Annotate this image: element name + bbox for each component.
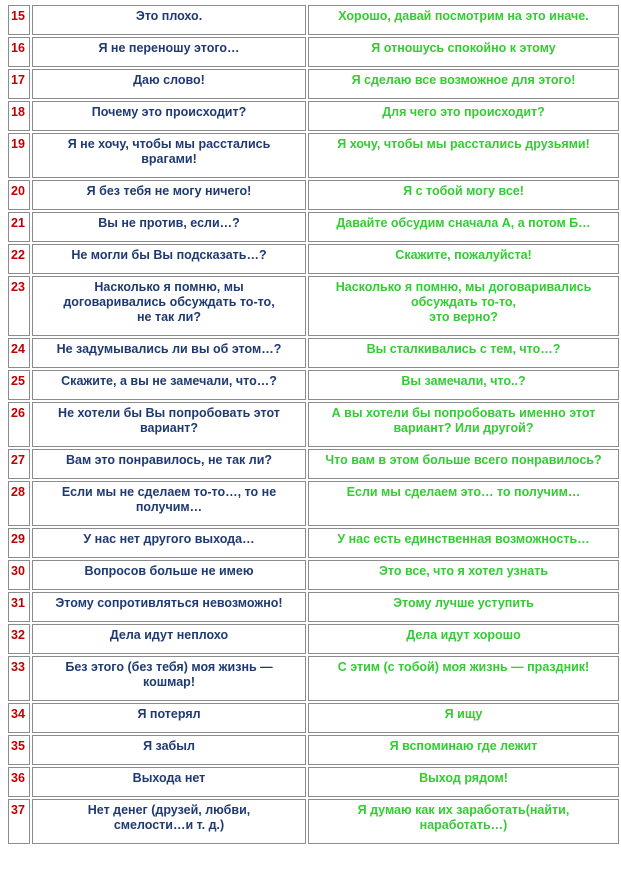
negative-phrase: Я без тебя не могу ничего! [86, 184, 252, 198]
positive-phrase: Я думаю как их заработать(найти, наработать…) [357, 803, 570, 832]
negative-phrase: Этому сопротивляться невозможно! [55, 596, 283, 610]
positive-phrase-cell [308, 528, 619, 558]
negative-phrase: Я потерял [137, 707, 201, 721]
table-row [8, 370, 619, 400]
negative-phrase-cell [32, 244, 306, 274]
negative-phrase: Даю слово! [133, 73, 205, 87]
positive-phrase-cell [308, 5, 619, 35]
positive-phrase-cell [308, 560, 619, 590]
negative-phrase: Я не хочу, чтобы мы расстались врагами! [67, 137, 271, 166]
positive-phrase-cell [308, 767, 619, 797]
row-number: 25 [8, 370, 30, 400]
row-number: 22 [8, 244, 30, 274]
row-number: 30 [8, 560, 30, 590]
positive-phrase-cell [308, 37, 619, 67]
positive-phrase-cell [308, 276, 619, 336]
positive-phrase-cell [308, 703, 619, 733]
negative-phrase-cell [32, 5, 306, 35]
positive-phrase-cell [308, 449, 619, 479]
row-number: 34 [8, 703, 30, 733]
row-number: 19 [8, 133, 30, 178]
row-number: 36 [8, 767, 30, 797]
row-number: 21 [8, 212, 30, 242]
table-row [8, 592, 619, 622]
positive-phrase: Я сделаю все возможное для этого! [351, 73, 576, 87]
positive-phrase: Для чего это происходит? [382, 105, 545, 119]
negative-phrase: Скажите, а вы не замечали, что…? [61, 374, 277, 388]
negative-phrase-cell [32, 735, 306, 765]
row-number: 18 [8, 101, 30, 131]
row-number: 35 [8, 735, 30, 765]
table-row [8, 212, 619, 242]
positive-phrase: У нас есть единственная возможность… [337, 532, 590, 546]
positive-phrase: Выход рядом! [419, 771, 508, 785]
row-number: 17 [8, 69, 30, 99]
positive-phrase-cell [308, 244, 619, 274]
negative-phrase: Я не переношу этого… [98, 41, 240, 55]
negative-phrase-cell [32, 37, 306, 67]
positive-phrase-cell [308, 133, 619, 178]
table-row [8, 767, 619, 797]
table-row [8, 799, 619, 844]
positive-phrase-cell [308, 370, 619, 400]
table-row [8, 101, 619, 131]
negative-phrase: Вы не против, если…? [98, 216, 240, 230]
positive-phrase: Я ищу [444, 707, 483, 721]
negative-phrase: Насколько я помню, мы договаривались обсуждать то-то, не так ли? [63, 280, 275, 324]
negative-phrase: Без этого (без тебя) моя жизнь — кошмар! [65, 660, 273, 689]
row-number: 32 [8, 624, 30, 654]
row-number: 31 [8, 592, 30, 622]
table-row [8, 37, 619, 67]
positive-phrase: А вы хотели бы попробовать именно этот вариант? Или другой? [331, 406, 596, 435]
positive-phrase: Я хочу, чтобы мы расстались друзьями! [337, 137, 590, 151]
positive-phrase: Я с тобой могу все! [403, 184, 524, 198]
positive-phrase: Давайте обсудим сначала А, а потом Б… [336, 216, 591, 230]
negative-phrase-cell [32, 449, 306, 479]
row-number: 37 [8, 799, 30, 844]
positive-phrase: Если мы сделаем это… то получим… [346, 485, 581, 499]
row-number: 20 [8, 180, 30, 210]
positive-phrase: Я вспоминаю где лежит [389, 739, 538, 753]
negative-phrase-cell [32, 624, 306, 654]
positive-phrase-cell [308, 481, 619, 526]
negative-phrase-cell [32, 592, 306, 622]
row-number: 28 [8, 481, 30, 526]
table-row [8, 276, 619, 336]
positive-phrase: Скажите, пожалуйста! [395, 248, 532, 262]
positive-phrase-cell [308, 592, 619, 622]
negative-phrase-cell [32, 370, 306, 400]
positive-phrase-cell [308, 69, 619, 99]
positive-phrase-cell [308, 101, 619, 131]
negative-phrase: У нас нет другого выхода… [83, 532, 255, 546]
table-row [8, 624, 619, 654]
negative-phrase: Не могли бы Вы подсказать…? [71, 248, 267, 262]
negative-phrase: Вам это понравилось, не так ли? [65, 453, 273, 467]
row-number: 23 [8, 276, 30, 336]
phrase-table [6, 3, 621, 846]
positive-phrase-cell [308, 656, 619, 701]
negative-phrase: Нет денег (друзей, любви, смелости…и т. д.) [87, 803, 251, 832]
positive-phrase: Что вам в этом больше всего понравилось? [325, 453, 602, 467]
negative-phrase: Вопросов больше не имею [84, 564, 254, 578]
negative-phrase-cell [32, 528, 306, 558]
table-row [8, 338, 619, 368]
row-number: 27 [8, 449, 30, 479]
positive-phrase: С этим (с тобой) моя жизнь — праздник! [337, 660, 590, 674]
negative-phrase-cell [32, 703, 306, 733]
positive-phrase: Насколько я помню, мы договаривались обсуждать то-то, это верно? [335, 280, 592, 324]
negative-phrase-cell [32, 560, 306, 590]
negative-phrase-cell [32, 656, 306, 701]
positive-phrase: Хорошо, давай посмотрим на это иначе. [338, 9, 589, 23]
table-row [8, 402, 619, 447]
table-row [8, 180, 619, 210]
negative-phrase-cell [32, 402, 306, 447]
table-row [8, 560, 619, 590]
negative-phrase: Я забыл [143, 739, 195, 753]
negative-phrase: Не хотели бы Вы попробовать этот вариант? [58, 406, 280, 435]
table-row [8, 5, 619, 35]
table-row [8, 528, 619, 558]
positive-phrase-cell [308, 624, 619, 654]
negative-phrase-cell [32, 212, 306, 242]
row-number: 33 [8, 656, 30, 701]
table-row [8, 69, 619, 99]
negative-phrase-cell [32, 799, 306, 844]
row-number: 26 [8, 402, 30, 447]
row-number: 16 [8, 37, 30, 67]
positive-phrase-cell [308, 735, 619, 765]
negative-phrase-cell [32, 481, 306, 526]
positive-phrase: Это все, что я хотел узнать [378, 564, 549, 578]
negative-phrase-cell [32, 276, 306, 336]
table-row [8, 656, 619, 701]
negative-phrase: Не задумывались ли вы об этом…? [56, 342, 282, 356]
table-row [8, 244, 619, 274]
positive-phrase-cell [308, 338, 619, 368]
positive-phrase-cell [308, 212, 619, 242]
negative-phrase: Выхода нет [132, 771, 206, 785]
row-number: 15 [8, 5, 30, 35]
negative-phrase-cell [32, 767, 306, 797]
row-number: 29 [8, 528, 30, 558]
positive-phrase-cell [308, 402, 619, 447]
row-number: 24 [8, 338, 30, 368]
table-row [8, 481, 619, 526]
table-row [8, 703, 619, 733]
positive-phrase: Этому лучше уступить [393, 596, 534, 610]
positive-phrase: Дела идут хорошо [406, 628, 521, 642]
negative-phrase-cell [32, 180, 306, 210]
negative-phrase: Почему это происходит? [91, 105, 247, 119]
negative-phrase-cell [32, 133, 306, 178]
table-row [8, 133, 619, 178]
negative-phrase: Дела идут неплохо [109, 628, 229, 642]
positive-phrase: Вы сталкивались с тем, что…? [366, 342, 561, 356]
positive-phrase-cell [308, 180, 619, 210]
positive-phrase: Я отношусь спокойно к этому [371, 41, 556, 55]
negative-phrase: Это плохо. [135, 9, 203, 23]
positive-phrase-cell [308, 799, 619, 844]
table-row [8, 449, 619, 479]
negative-phrase-cell [32, 69, 306, 99]
negative-phrase-cell [32, 338, 306, 368]
negative-phrase-cell [32, 101, 306, 131]
table-row [8, 735, 619, 765]
negative-phrase: Если мы не сделаем то-то…, то не получим… [61, 485, 277, 514]
positive-phrase: Вы замечали, что..? [401, 374, 526, 388]
